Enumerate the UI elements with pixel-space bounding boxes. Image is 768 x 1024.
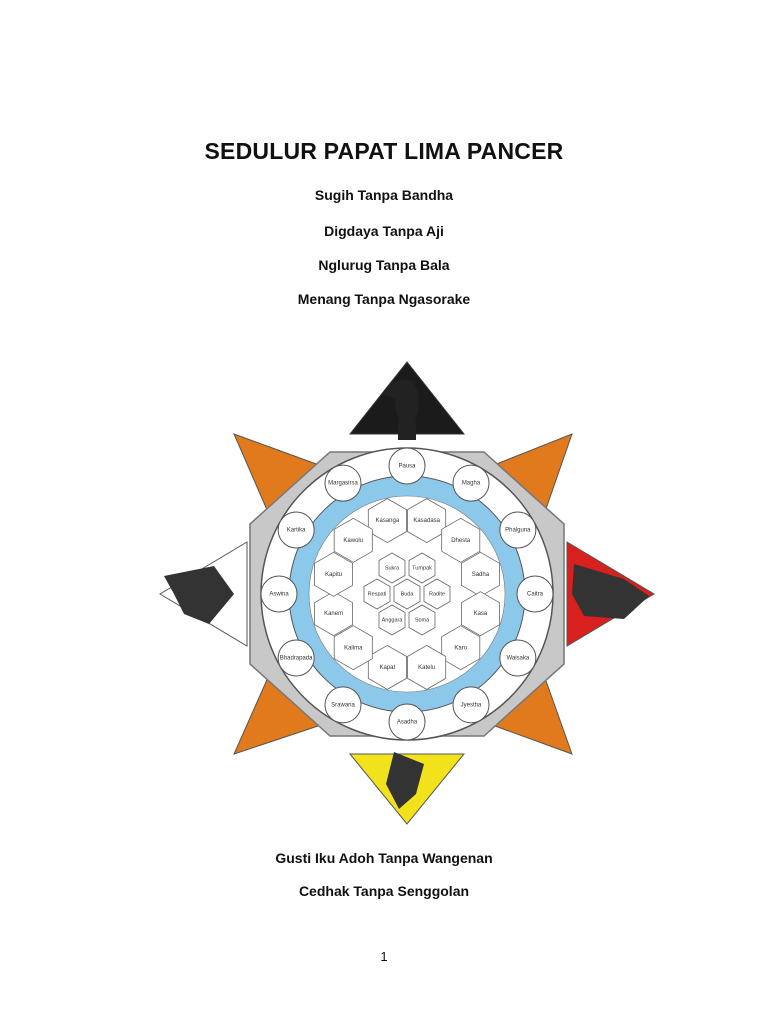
month-label-waisaka: Waisaka: [506, 655, 530, 662]
month-label-margasirsa: Margasirsa: [328, 480, 358, 487]
month-label-phalguna: Phalguna: [505, 527, 531, 534]
month-label-pausa: Pausa: [398, 463, 416, 470]
outer-hex-label-kasa: Kasa: [473, 611, 488, 618]
inner-hex-label-buda: Buda: [400, 591, 414, 598]
month-label-aswina: Aswina: [269, 591, 289, 598]
month-label-caitra: Caitra: [526, 591, 544, 598]
motto-line-1: Sugih Tanpa Bandha: [314, 187, 454, 203]
month-label-jyestha: Jyestha: [460, 702, 482, 709]
motto-line-4: Menang Tanpa Ngasorake: [297, 291, 471, 307]
footer-line-2: Cedhak Tanpa Senggolan: [298, 883, 470, 899]
inner-hex-label-anggara: Anggara: [381, 617, 403, 624]
outer-hex-label-kapitu: Kapitu: [325, 571, 343, 578]
month-label-magha: Magha: [461, 480, 481, 487]
outer-hex-label-katelu: Katelu: [418, 664, 436, 671]
outer-hex-label-sadha: Sadha: [471, 571, 490, 578]
outer-hex-label-kawolu: Kawolu: [343, 537, 364, 544]
inner-hex-label-radite: Radite: [429, 591, 445, 598]
month-label-asadha: Asadha: [396, 719, 418, 726]
outer-hex-label-kasanga: Kasanga: [375, 518, 400, 525]
page-title: SEDULUR PAPAT LIMA PANCER: [204, 138, 564, 164]
month-label-kartika: Kartika: [286, 527, 306, 534]
outer-hex-label-kalima: Kalima: [344, 645, 363, 652]
inner-hex-label-respati: Respati: [367, 591, 387, 598]
outer-hex-label-kanem: Kanem: [324, 611, 344, 618]
motto-line-3: Nglurug Tanpa Bala: [318, 257, 450, 273]
month-label-srawana: Srawana: [331, 702, 355, 709]
outer-hex-label-kapat: Kapat: [379, 664, 396, 671]
outer-hex-label-dhesta: Dhesta: [451, 537, 471, 544]
month-label-bhadrapada: Bhadrapada: [279, 655, 313, 662]
outer-hex-label-karo: Karo: [454, 645, 468, 652]
motto-line-2: Digdaya Tanpa Aji: [324, 223, 444, 239]
footer-line-1: Gusti Iku Adoh Tanpa Wangenan: [275, 850, 493, 866]
inner-hex-label-tumpak: Tumpak: [412, 565, 432, 572]
inner-hex-label-soma: Soma: [414, 617, 430, 624]
inner-hex-label-sukra: Sukra: [384, 565, 400, 572]
sedulur-papat-diagram: [154, 354, 660, 844]
page-number: 1: [380, 949, 388, 964]
outer-hex-label-kasadasa: Kasadasa: [413, 518, 441, 525]
